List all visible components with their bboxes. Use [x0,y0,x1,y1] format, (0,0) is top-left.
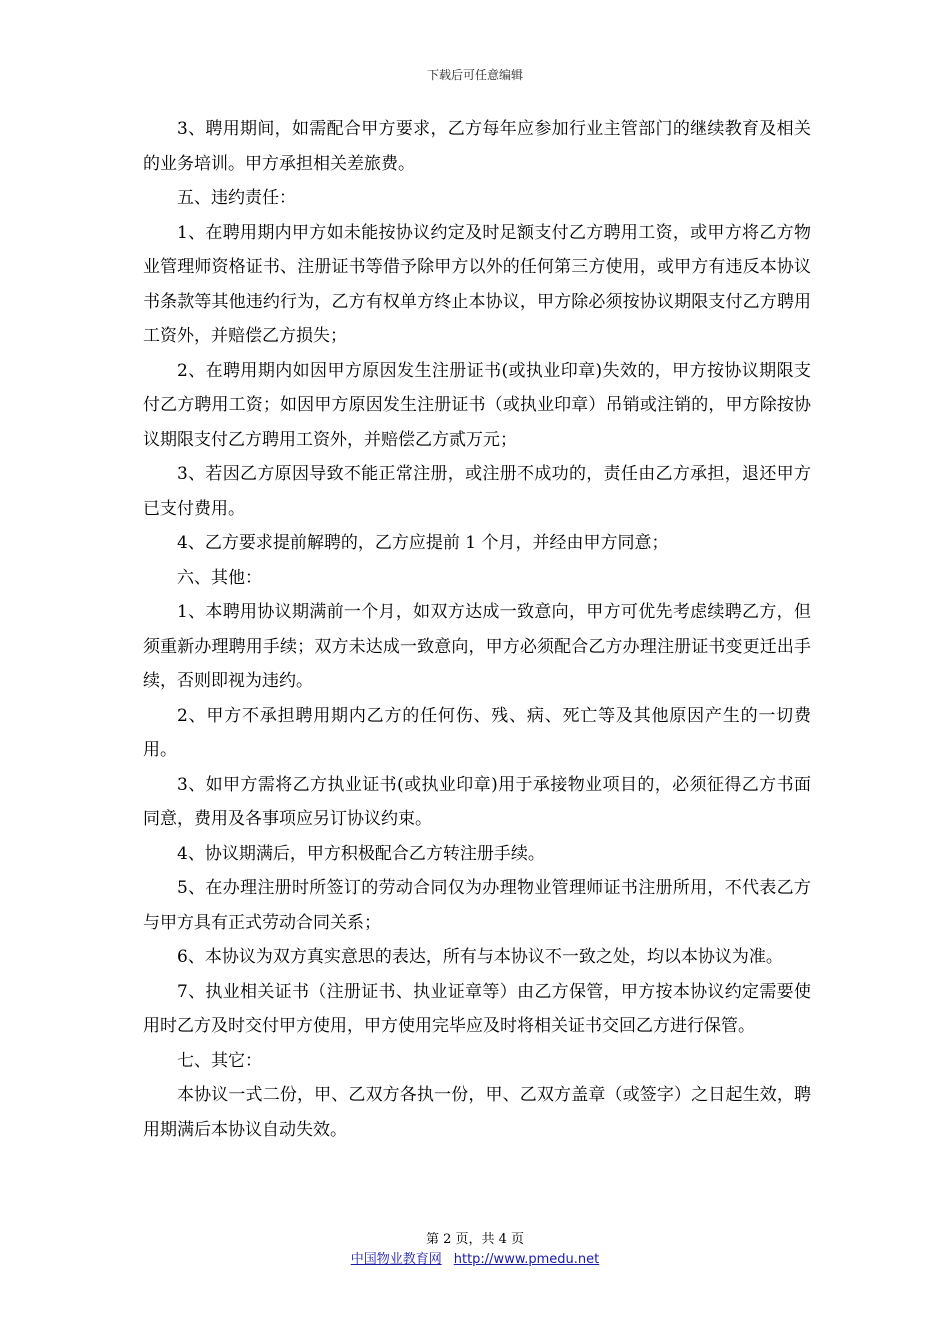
page-header: 下载后可任意编辑 [426,68,523,82]
paragraph: 2、甲方不承担聘用期内乙方的任何伤、残、病、死亡等及其他原因产生的一切费用。 [143,705,811,760]
footer-links [0,1248,950,1267]
section-heading: 七、其它： [177,1050,262,1071]
paragraph: 4、协议期满后，甲方积极配合乙方转注册手续。 [177,843,545,864]
paragraph: 1、在聘用期内甲方如未能按协议约定及时足额支付乙方聘用工资，或甲方将乙方物业管理师资格证书、注册证书等借予除甲方以外的任何第三方使用，或甲方有违反本协议书条款等其他违约行为，乙方有权单方终止本协议，甲方除必须按协议期限支付乙方聘用工资外，并赔偿乙方损失； [143,222,811,346]
site-name-link[interactable]: 中国物业教育网 [350,1252,442,1267]
paragraph: 7、执业相关证书（注册证书、执业证章等）由乙方保管，甲方按本协议约定需要使用时乙方及时交付甲方使用，甲方使用完毕应及时将相关证书交回乙方进行保管。 [143,981,811,1036]
paragraph: 5、在办理注册时所签订的劳动合同仅为办理物业管理师证书注册所用，不代表乙方与甲方具有正式劳动合同关系； [143,878,811,933]
paragraph: 6、本协议为双方真实意思的表达，所有与本协议不一致之处，均以本协议为准。 [177,947,783,967]
site-url-link[interactable]: http://www.pmedu.net [453,1252,600,1267]
paragraph: 3、如甲方需将乙方执业证书(或执业印章)用于承接物业项目的，必须征得乙方书面同意，费用及各事项应另订协议约束。 [143,774,811,829]
page-number: 第 2 页，共 4 页 [425,1232,525,1247]
paragraph: 本协议一式二份，甲、乙双方各执一份，甲、乙双方盖章（或签字）之日起生效，聘用期满后本协议自动失效。 [143,1085,811,1140]
paragraph: 2、在聘用期内如因甲方原因发生注册证书(或执业印章)失效的，甲方按协议期限支付乙方聘用工资；如因甲方原因发生注册证书（或执业印章）吊销或注销的，甲方除按协议期限支付乙方聘用工资外，并赔偿乙方贰万元； [143,360,811,450]
document-body [143,112,811,1147]
section-heading: 六、其他： [177,567,262,588]
paragraph: 3、聘用期间，如需配合甲方要求，乙方每年应参加行业主管部门的继续教育及相关的业务培训。甲方承担相关差旅费。 [143,119,811,174]
paragraph: 1、本聘用协议期满前一个月，如双方达成一致意向，甲方可优先考虑续聘乙方，但须重新办理聘用手续；双方未达成一致意向，甲方必须配合乙方办理注册证书变更迁出手续，否则即视为违约。 [143,602,811,691]
paragraph: 4、乙方要求提前解聘的，乙方应提前 1 个月，并经由甲方同意； [177,533,669,553]
paragraph: 3、若因乙方原因导致不能正常注册，或注册不成功的，责任由乙方承担，退还甲方已支付费用。 [143,464,811,519]
section-heading: 五、违约责任： [177,188,296,208]
